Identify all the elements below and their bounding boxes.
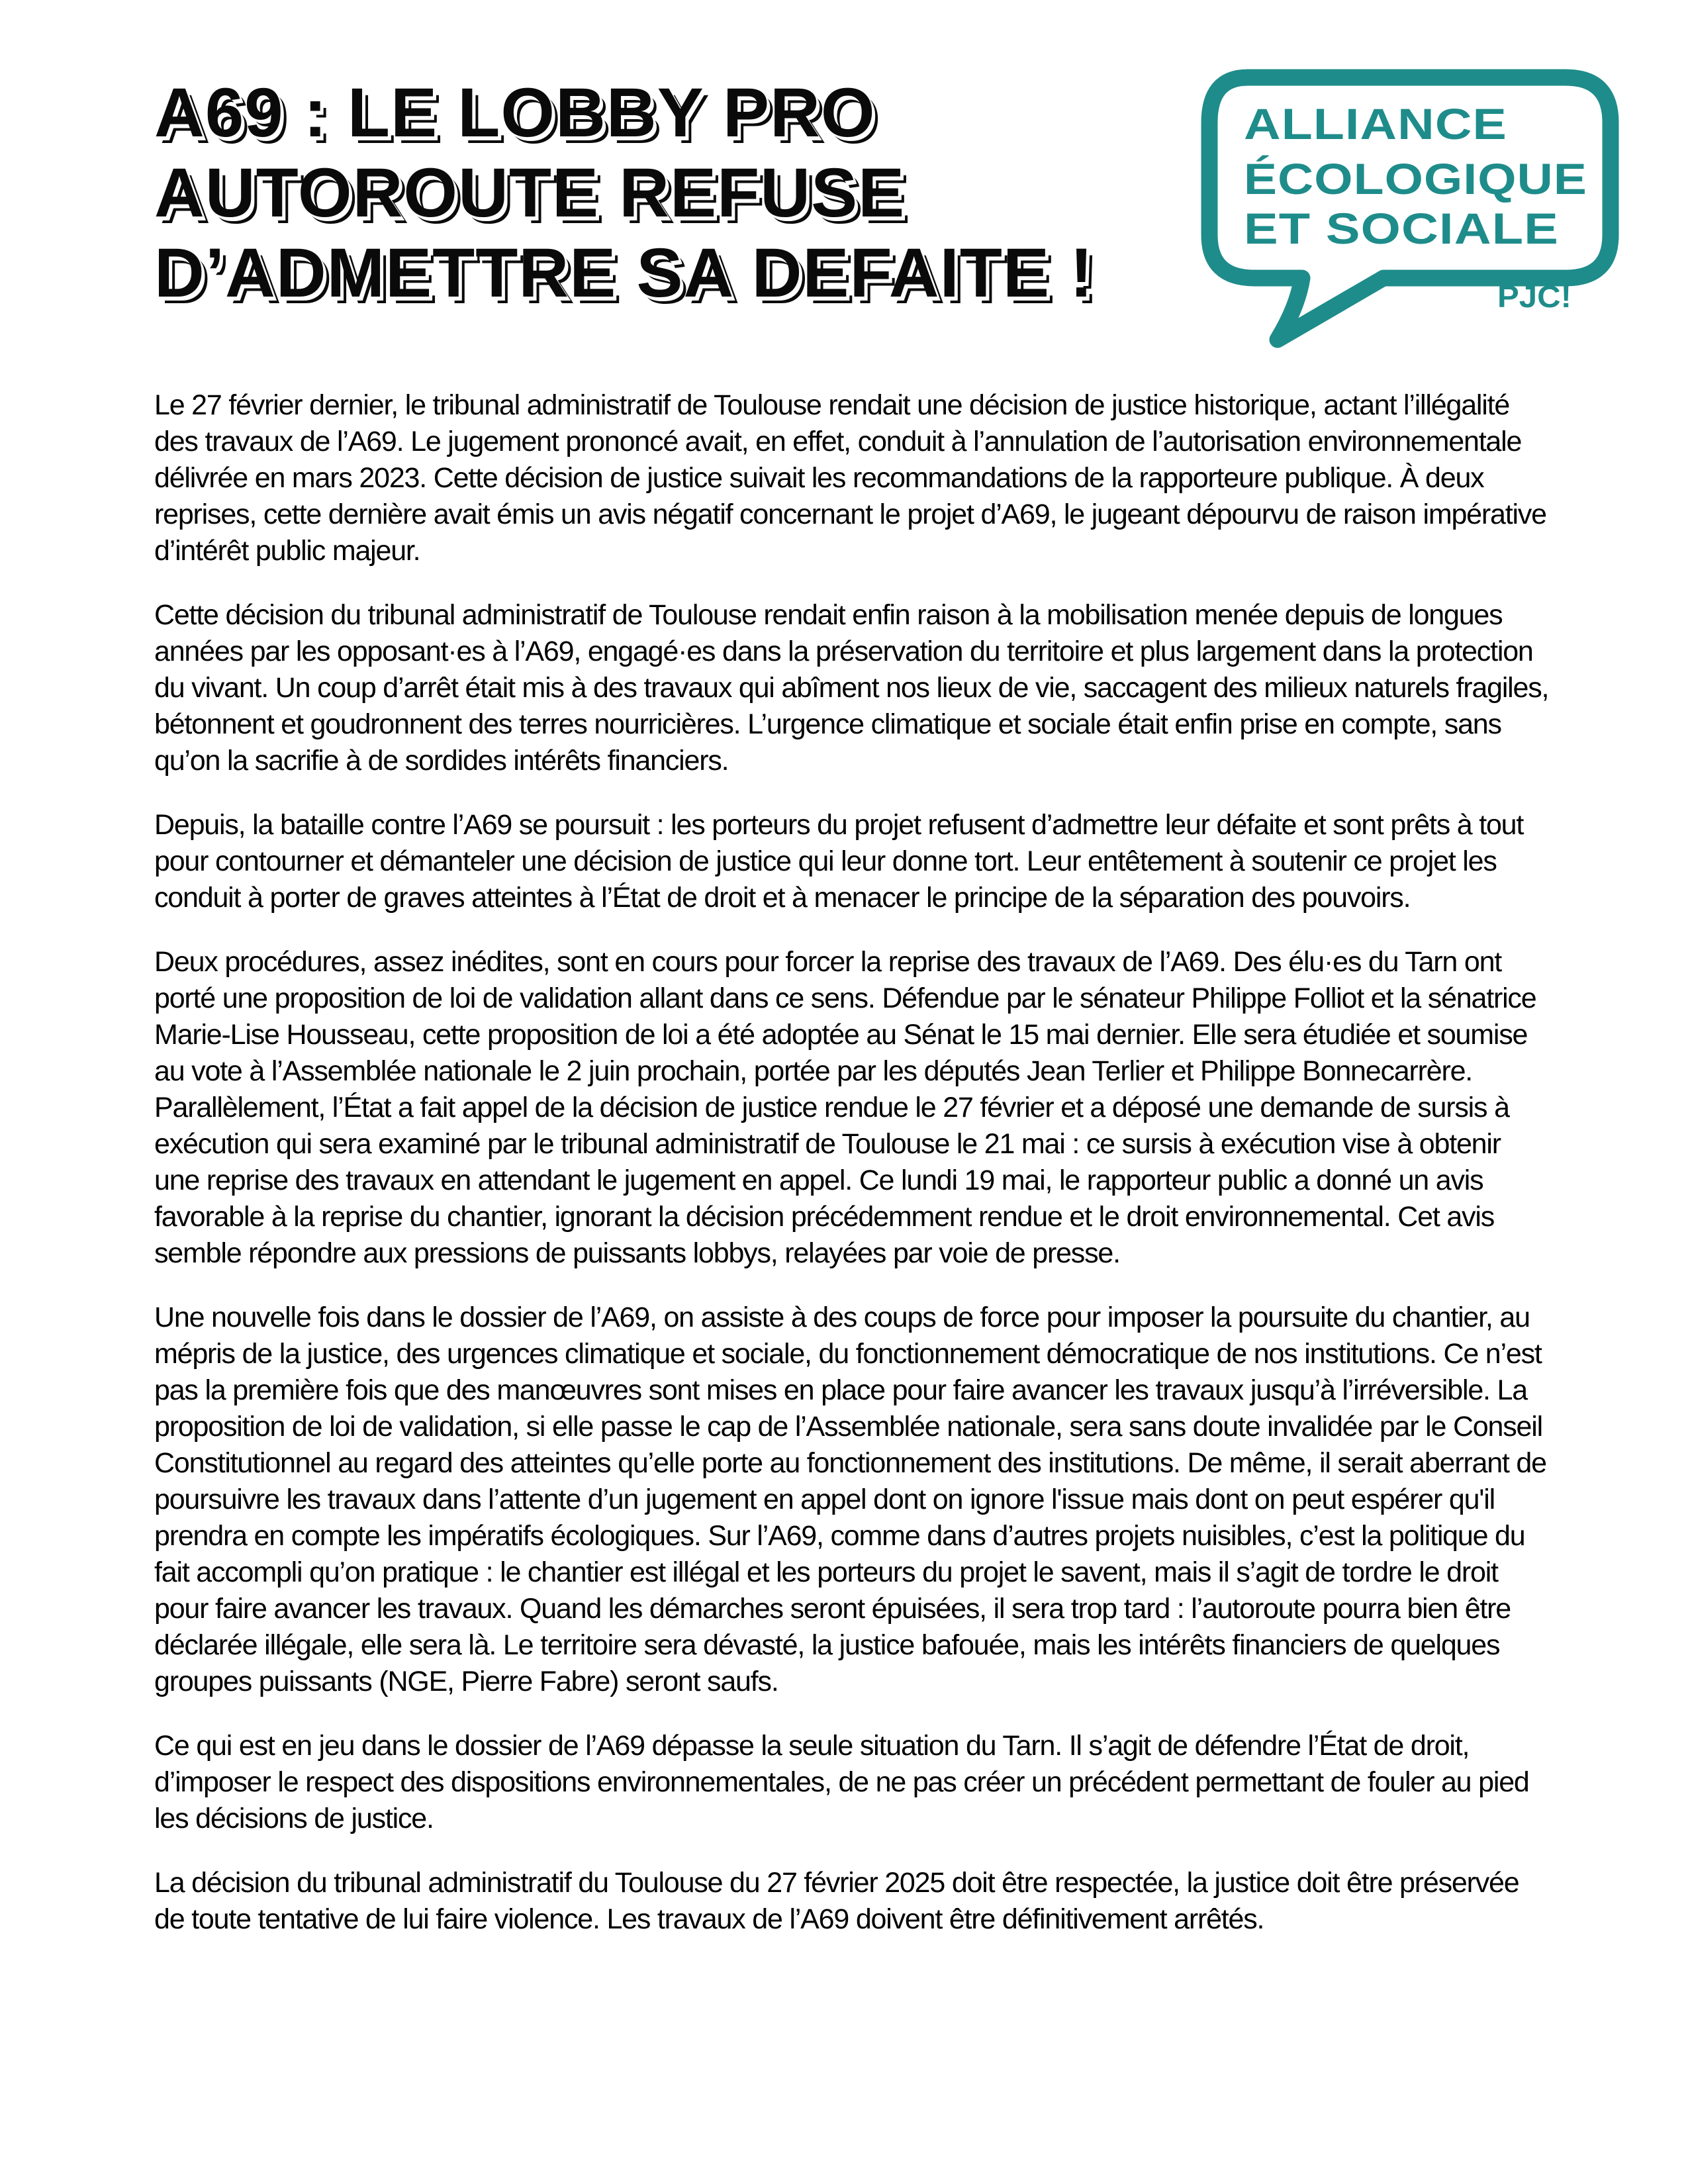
page-title [154,73,1187,313]
alliance-ecologique-et-sociale-logo [1165,40,1655,397]
title-line-1: A69 : LE LOBBY PRO [154,74,876,152]
paragraph-5: Une nouvelle fois dans le dossier de l’A69, on assiste à des coups de force pour imposer la poursuite du chantier, au mépris de la justice, des urgences climatique et sociale, du fonctionnement démocratique de nos institutions. Ce n’est pas la première fois que des manœuvres sont mises en place pour faire avancer les travaux jusqu’à l’irréversible. La proposition de loi de validation, si elle passe le cap de l’Assemblée nationale, sera sans doute invalidée par le Conseil Constitutionnel au regard des atteintes qu’elle porte au fonctionnement des institutions. De même, il serait aberrant de poursuivre les travaux dans l’attente d’un jugement en appel dont on ignore l'issue mais dont on peut espérer qu'il prendra en compte les impératifs écologiques. Sur l’A69, comme dans d’autres projets nuisibles, c’est la politique du fait accompli qu’on pratique : le chantier est illégal et les porteurs du projet le savent, mais il s’agit de tordre le droit pour faire avancer les travaux. Quand les démarches seront épuisées, il sera trop tard : l’autoroute pourra bien être déclarée illégale, elle sera là. Le territoire sera dévasté, la justice bafouée, mais les intérêts financiers de quelques groupes puissants (NGE, Pierre Fabre) seront saufs. [154,1302,1546,1697]
logo-line-et-sociale: ET SOCIALE [1244,204,1559,253]
paragraph-4: Deux procédures, assez inédites, sont en cours pour forcer la reprise des travaux de l’A69. Des élu·es du Tarn ont porté une proposition de loi de validation allant dans ce sens. Défendue par le sénateur Philippe Folliot et la sénatrice Marie-Lise Housseau, cette proposition de loi a été adoptée au Sénat le 15 mai dernier. Elle sera étudiée et soumise au vote à l’Assemblée nationale le 2 juin prochain, portée par les députés Jean Terlier et Philippe Bonnecarrère. Parallèlement, l’État a fait appel de la décision de justice rendue le 27 février et a déposé une demande de sursis à exécution qui sera examiné par le tribunal administratif de Toulouse le 21 mai : ce sursis à exécution vise à obtenir une reprise des travaux en attendant le jugement en appel. Ce lundi 19 mai, le rapporteur public a donné un avis favorable à la reprise du chantier, ignorant la décision précédemment rendue et le droit environnemental. Cet avis semble répondre aux pressions de puissants lobbys, relayées par voie de presse. [154,946,1536,1269]
paragraph-3: Depuis, la bataille contre l’A69 se poursuit : les porteurs du projet refusent d’admettre leur défaite et sont prêts à tout pour contourner et démanteler une décision de justice qui leur donne tort. Leur entêtement à soutenir ce projet les conduit à porter de graves atteintes à l’État de droit et à menacer le principe de la séparation des pouvoirs. [154,809,1524,914]
title-line-3: D’ADMETTRE SA DEFAITE ! [154,234,1094,312]
paragraph-1: Le 27 février dernier, le tribunal administratif de Toulouse rendait une décision de justice historique, actant l’illégalité des travaux de l’A69. Le jugement prononcé avait, en effet, conduit à l’annulation de l’autorisation environnementale délivrée en mars 2023. Cette décision de justice suivait les recommandations de la rapporteure publique. À deux reprises, cette dernière avait émis un avis négatif concernant le projet d’A69, le jugeant dépourvu de raison impérative d’intérêt public majeur. [154,389,1546,567]
paragraph-7: La décision du tribunal administratif du Toulouse du 27 février 2025 doit être respectée, la justice doit être préservée de toute tentative de lui faire violence. Les travaux de l’A69 doivent être définitivement arrêtés. [154,1867,1519,1935]
speech-bubble-icon [1165,40,1655,397]
title-line-2: AUTOROUTE REFUSE [154,154,906,232]
logo-line-ecologique: ÉCOLOGIQUE [1244,154,1587,203]
paragraph-6: Ce qui est en jeu dans le dossier de l’A69 dépasse la seule situation du Tarn. Il s’agit de défendre l’État de droit, d’imposer le respect des dispositions environnementales, de ne pas créer un précédent permettant de fouler au pied les décisions de justice. [154,1730,1529,1834]
article-body [154,387,1550,1966]
logo-line-alliance: ALLIANCE [1244,99,1507,148]
paragraph-2: Cette décision du tribunal administratif de Toulouse rendait enfin raison à la mobilisation menée depuis de longues années par les opposant·es à l’A69, engagé·es dans la préservation du territoire et plus largement dans la protection du vivant. Un coup d’arrêt était mis à des travaux qui abîment nos lieux de vie, saccagent des milieux naturels fragiles, bétonnent et goudronnent des terres nourricières. L’urgence climatique et sociale était enfin prise en compte, sans qu’on la sacrifie à de sordides intérêts financiers. [154,599,1549,777]
logo-tagline-pjc: PJC! [1497,279,1571,314]
